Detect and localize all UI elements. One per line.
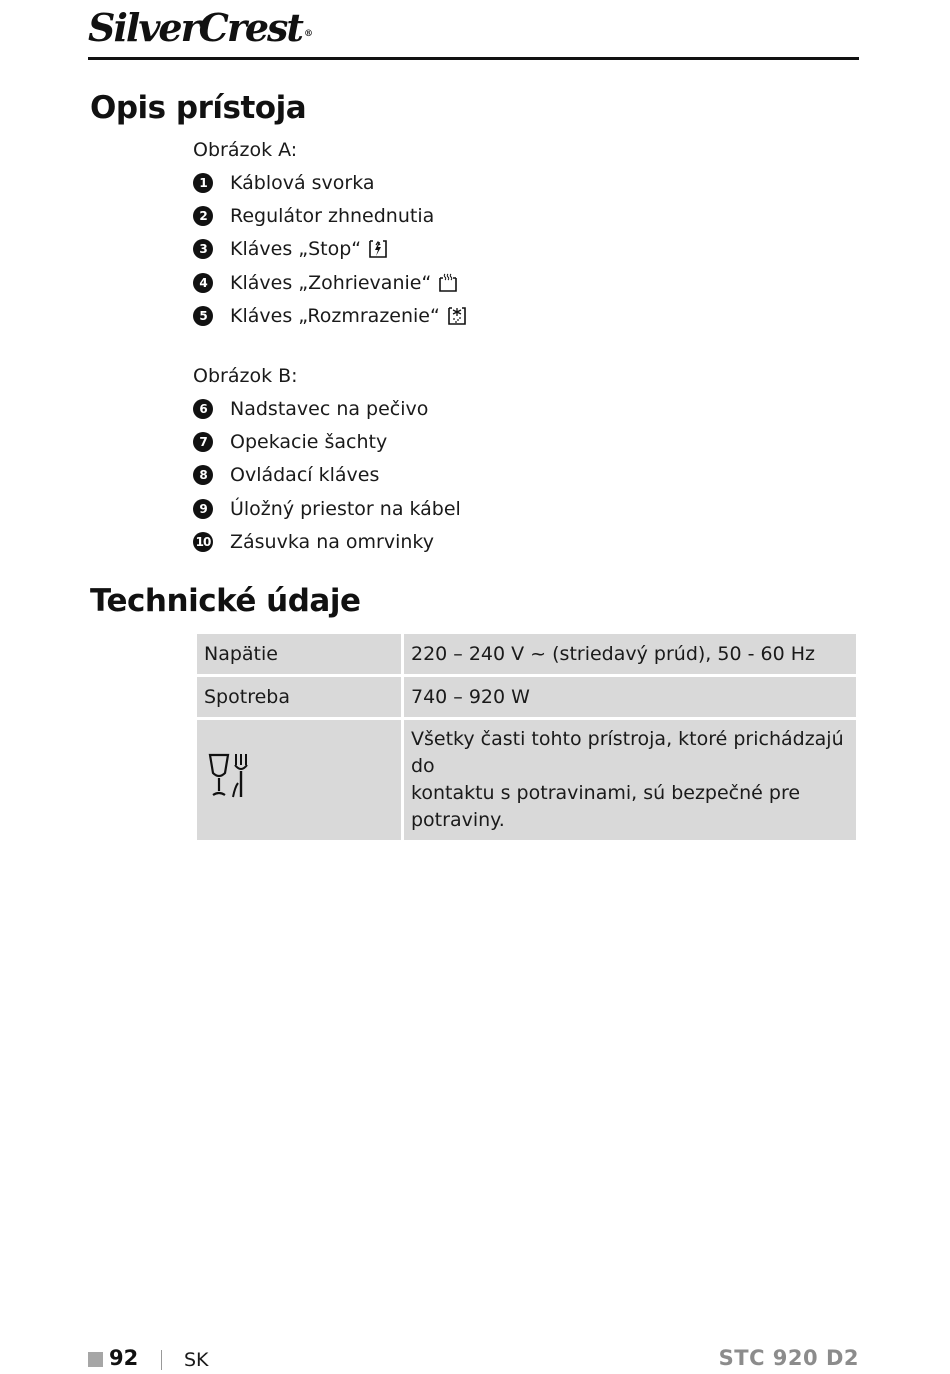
table-row	[196, 719, 858, 842]
item-number-badge: 2	[193, 206, 213, 226]
spec-value-power: 740 – 920 W	[403, 676, 858, 719]
item-number-badge: 9	[193, 499, 213, 519]
item-number-badge: 6	[193, 399, 213, 419]
item-label: Regulátor zhnednutia	[230, 205, 435, 228]
food-safe-text-line-2: kontaktu s potravinami, sú bezpečné pre potraviny.	[411, 782, 801, 831]
stop-key-icon	[367, 238, 389, 260]
list-item	[193, 492, 461, 525]
model-number: STC 920 D2	[718, 1346, 859, 1370]
list-item	[193, 425, 461, 458]
item-number-badge: 7	[193, 432, 213, 452]
table-row	[196, 676, 858, 719]
item-number-badge: 5	[193, 306, 213, 326]
spec-label-food-safe	[196, 719, 403, 842]
list-item	[193, 392, 461, 425]
item-number-badge: 8	[193, 465, 213, 485]
item-number-badge: 3	[193, 239, 213, 259]
language-code: SK	[184, 1349, 209, 1371]
list-item	[193, 233, 468, 266]
brand-name: SilverCrest	[88, 5, 302, 50]
page-number: 92	[109, 1346, 139, 1370]
reheat-key-icon	[437, 272, 459, 294]
list-item	[193, 199, 468, 232]
spec-label-power: Spotreba	[196, 676, 403, 719]
item-label: Úložný priestor na kábel	[230, 497, 461, 520]
footer-square-marker	[88, 1352, 103, 1367]
item-label: Kláves „Stop“	[230, 238, 362, 261]
item-label: Káblová svorka	[230, 171, 375, 194]
spec-label-voltage: Napätie	[196, 633, 403, 676]
technical-data-table	[194, 631, 859, 843]
item-number-badge: 1	[193, 173, 213, 193]
food-safe-glass-fork-icon	[204, 751, 254, 801]
item-number-badge: 4	[193, 273, 213, 293]
defrost-key-icon	[446, 305, 468, 327]
spec-value-voltage: 220 – 240 V ~ (striedavý prúd), 50 - 60 Hz	[403, 633, 858, 676]
food-safe-text-line-1: Všetky časti tohto prístroja, ktoré prichádzajú do	[411, 728, 844, 777]
list-item	[193, 166, 468, 199]
section-title-description: Opis prístoja	[90, 90, 307, 126]
item-label: Nadstavec na pečivo	[230, 397, 429, 420]
spec-value-food-safe	[403, 719, 858, 842]
section-title-technical: Technické údaje	[90, 583, 361, 619]
table-row	[196, 633, 858, 676]
footer-divider	[161, 1350, 162, 1370]
brand-logo	[88, 6, 313, 50]
item-label: Kláves „Zohrievanie“	[230, 271, 432, 294]
list-item	[193, 266, 468, 299]
item-label: Kláves „Rozmrazenie“	[230, 305, 440, 328]
list-item	[193, 526, 461, 559]
registered-mark: ®	[303, 29, 313, 39]
item-label: Ovládací kláves	[230, 464, 380, 487]
item-label: Opekacie šachty	[230, 431, 388, 454]
item-label: Zásuvka na omrvinky	[230, 531, 434, 554]
figure-a-parts-list	[193, 166, 468, 333]
list-item	[193, 459, 461, 492]
figure-b-parts-list	[193, 392, 461, 559]
list-item	[193, 300, 468, 333]
figure-a-label: Obrázok A:	[193, 139, 298, 161]
header-rule	[88, 57, 859, 60]
item-number-badge: 10	[193, 532, 213, 552]
figure-b-label: Obrázok B:	[193, 365, 298, 387]
